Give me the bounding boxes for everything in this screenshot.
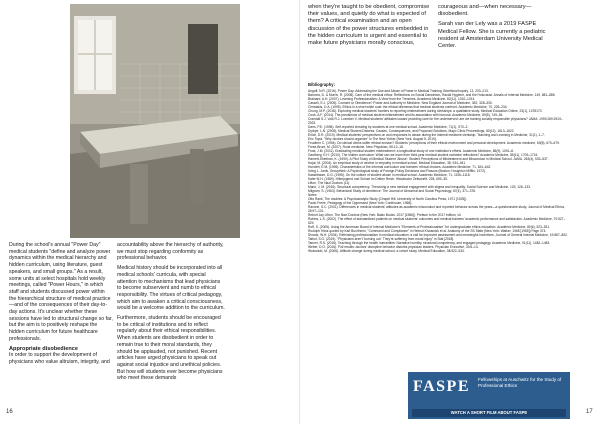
left-column-2 [117, 242, 225, 385]
faspe-logo: FASPE [413, 378, 470, 395]
bibliography-entry: Angoff, N.R. (2016). Power Day: Addressing the Use and Abuse of Power in Medical Training. Bioethical Inquiry, 13, 203–213. [308, 89, 489, 93]
bibliography-entry: Lifton, The Nazi Doctors (11). [308, 181, 351, 185]
bibliography-entry: Hojat, M. (2004). An empirical study of decline in empathy in medical school. Medical Education, 38, 934–941. [308, 161, 467, 165]
bibliography-entry: Feudtner C. (1994). Do clinical clerks suffer ethical erosion? Students' perceptions of their ethical environment and personal development. Academic medicine, 69(8), 670–679. [308, 141, 560, 145]
bibliography-entry: Chung, M.P. (2018). Exploring medical students' barriers to reporting mistreatment during clerkships: a qualitative study. Medical Education Online, 23(1), 1478170. [308, 109, 543, 113]
bibliography-entry: Hundert, E.M. (1996). Characteristics of the informal curriculum and trainees' ethical choices. Academic Medicine, 71, 624–642. [308, 165, 492, 169]
bibliography-entry: Rebort Jay Lifton, The Nazi Doctors (New York: Basic Books, 2017 [1986]). Preface to the 2017 edition, vii. [308, 213, 462, 217]
dissection-room-photo [70, 4, 240, 238]
bibliography-entry: Dans, P.E. (1996). Self-reported cheating by students at one medical school. Academic Medicine, 71(1), S70–2. [308, 125, 469, 129]
body-paragraph: In order to support the development of physicians who value altruism, integrity, and [9, 352, 110, 366]
bibliography-entry: Kassebaum, D.G. (1995). On the culture of student abuse in medical school. Academic Medicine, 71, 1106–1118. [308, 173, 471, 177]
bibliography-entry: Rudolph Höss quoted by Karl Buchheim, "Command and Compliance" in Helmut Krausnick et al. Anatomy of the SS State (New York: Walker, 1968 [1965]) Page 374. [308, 229, 547, 233]
bibliography-entry: Paolo Freire, Pedagogy of the Oppressed (New York: Continuum, 1968). [308, 201, 413, 205]
page-number-right: 17 [586, 409, 593, 415]
watch-film-button[interactable]: WATCH A SHORT FILM ABOUT FASPE [412, 409, 566, 417]
body-paragraph: Furthermore, students should be encouraged to be critical of institutions and to reflect regularly about their ethical responsibilities. When students are disobedient in order to remain true to their moral standards, they should be applauded, not punished. Recent articles have urged physicians to speak out against social injustice and unethical policies. But how will students ever become physicians who meet these demands [117, 315, 223, 382]
body-paragraph: when they're taught to be obedient, compromise their values, and quietly do what is expected of them? A critical examination and an open discussion of the power structures embedded in the hidden curriculum is urgent and essential to make future physicians morally conscious, [308, 4, 430, 47]
bibliography-entry: Crandall S.J. Volk R.J. Loemker V. Medical students' attitudes toward providing care for the underserved: are we training socially responsible physicians? JAMA. 1993;269:2519–2523. [308, 117, 563, 125]
bibliography-entry: Eric Topol. "Why doctors should organize" in The New Yorker (New York, August 5, 2019). [308, 137, 437, 141]
bibliography-entry: Gaufberg, E.H. (2010). The hidden curriculum: What can we learn from third-year medical student narrative reflections? Academic Medicine, 85(11), 1709–1716. [308, 153, 539, 157]
bibliography-entry: Cook, A.F. (2014). The prevalence of medical student mistreatment and its association with burnout. Academic Medicine, 89(5), 749–54. [308, 113, 504, 117]
page-gutter [299, 0, 300, 424]
bibliography-entry: Frese-Brunt, M. (2007). Rude medicine. New Physician, 56:12–18. [308, 145, 404, 149]
bibliography-entry: Kater M.H. (1989). Hitlerjugend und Schule im Dritten Reich. Historische Zeitschrift, 228, 609–35. [308, 177, 448, 181]
bibliography-entry: Roff, S. (2005). Using the American Board of Internal Medicine's "Elements of Professionalism" for undergraduate ethics education. Academic Medicine, 80(6), 523–531. [308, 225, 551, 229]
body-paragraph: Medical history should be incorporated into all medical schools' curricula, with special attention to mechanisms that lead physicians to become subservient and numb to ethical responsibility. The virtues of critical pedagogy, which aim to awaken a critical consciousness, would be a welcome addition to the curriculum. [117, 265, 225, 312]
author-note: Sarah van der Lely was a 2019 FASPE Medical Fellow. She is currently a pediatric resident at Amsterdam University Medical Center. [438, 21, 546, 50]
bibliography-title: Bibliography: [308, 82, 335, 87]
bibliography-entry: Frost, J.M. (2011). Eradicating medical student mistreatment: a longitudinal study of one institution's efforts. Academic Medicine, 86(9), 1091–8. [308, 149, 514, 153]
bibliography-entry: Tanner, R.S. (2016). Teaching through the health humanities: Narrative humility, structural competency, and engaged pedagogy. Academic Medicine, 91(11), 1482–1483. [308, 241, 551, 245]
bibliography-entry: Wolowicki, M. (2006). Attitude change during medical school: a cohort study. Medical Education, 38:522–534. [308, 249, 465, 253]
bibliography-entry: Dyrbye, L.N. (2005). Medical Student Distress: Causes, Consequences, and Proposed Solutions. Mayo Clinic Proceedings, 80(12), 1613–1622. [308, 129, 515, 133]
bibliography-list [308, 89, 568, 253]
bibliography-entry: Baronov, D. & Morris, R. (2008). Care of the medical ethos: Reflections on Social Darwinism, Racial Hygiene, and the Holocaust. Annals of Internal Medicine, 149, 881–885. [308, 93, 556, 97]
right-column-1 [308, 4, 430, 50]
right-column-2 [438, 4, 556, 53]
body-paragraph: During the school's annual "Power Day" medical students "define and analyze power dynamics within the medical hierarchy and hidden curriculum, using literature, guest speakers, and small groups." As a result, some units at select hospitals hold weekly meetings, called "Power Hours," in which staff and students discussed power within the hierarchical structure of medical practice—and of the consequences of their day-to-day actions. It's unclear whether these sessions have led to structural change so far, but the aim is to positively reshape the hidden curriculum for future healthcare professionals. [9, 242, 113, 342]
bibliography-entry: Christakis, D.A. (1995). Ethics in a short white coat: the ethical dilemmas that medical students confront. Academic Medicine, 70, 228–234. [308, 105, 508, 109]
bibliography-entry: Shrank, W.H. (2004). Rethinking professionalism in medical education: a call for improved assessment and meaningful incentives. Journal of General Internal Medicine, 19:887–892. [308, 233, 568, 237]
faspe-banner[interactable] [408, 372, 570, 419]
bibliography-entry: Milgram, S. (1963). Behavioral Study of obedience. The Journal of Abnormal and Social Psychology, 67(4), 371–378. [308, 189, 476, 193]
bibliography-entry: Robins, L.S. (2002). The effect of standardized patients on medical students' outcomes and medical trainees' academic performance and satisfaction. Academic Medicine, 70:527–529. [308, 217, 566, 225]
bibliography-entry: Harnett-Sheehan, K. (1990). A Pilot Study of Medical Student 'Abuse': Student Perceptions of Mistreatment and Misconduct in Medical School. JAMA, 263(4), 533–537. [308, 157, 549, 161]
body-paragraph: courageous and—when necessary—disobedient. [438, 4, 532, 18]
bibliography-entry: Talbot, S.G. (2019). "Physicians aren't 'burning out.' They're suffering from moral injury" in Stat [2018]. [308, 237, 455, 241]
bibliography-entry: Notes [308, 193, 317, 197]
body-paragraph: accountability above the hierarchy of authority, we must stop regarding conformity as professional behavior. [117, 242, 224, 262]
bibliography-entry: Weber, D.O. (2016). Poll results: doctors' disruptive behavior disturbs physician leaders. Physician Executive, 30:6–14. [308, 245, 479, 249]
bibliography-entry: Mann, J. M. (2016). Structural competency: Theorizing a new medical engagement with stigma and inequality. Social Science and Medicine, 103, 126–133. [308, 185, 531, 189]
left-column-1 [9, 242, 113, 369]
bibliography [308, 83, 568, 253]
bibliography-entry: Cassell, E.J. (2005). Consent or Obedience? Power and Authority in Medicine. New England Journal of Medicine, 352, 328–330. [308, 101, 493, 105]
page-number-left: 16 [6, 409, 13, 415]
bibliography-entry: Ravone, S.C. (2001). Differences in medical students' attitudes as academic misconduct and reported behavior across the years—a questionnaire study. Journal of Medical Ethics, 28:97–101. [308, 205, 566, 213]
bibliography-entry: Erlich, D.R. (2019). Medical students' perspectives on and responses to abuse during the internal medicine clerkship. Teaching and Learning in Medicine, 31(1), 1–7. [308, 133, 545, 137]
bibliography-entry: Irving L. Janis. Groupthink: A Psychological study of Foreign-Policy Decisions and Fiascos (Boston: Houghton Mifflin, 1972). [308, 169, 486, 173]
banner-tagline: Fellowships at Auschwitz for the Study of Professional Ethics [478, 377, 562, 388]
section-heading: Appropriate disobedience [9, 345, 79, 352]
bibliography-entry: Otto Rank, The doubles: A Psychoanalytic Study (Chapel Hill: University of North Carolina Press, 1971 [1925]). [308, 197, 468, 201]
bibliography-entry: Brainard, A.H. (2007). Learning Professionalism: A View from the Trenches. Academic Medicine, 82(11), 1010–1014. [308, 97, 476, 101]
